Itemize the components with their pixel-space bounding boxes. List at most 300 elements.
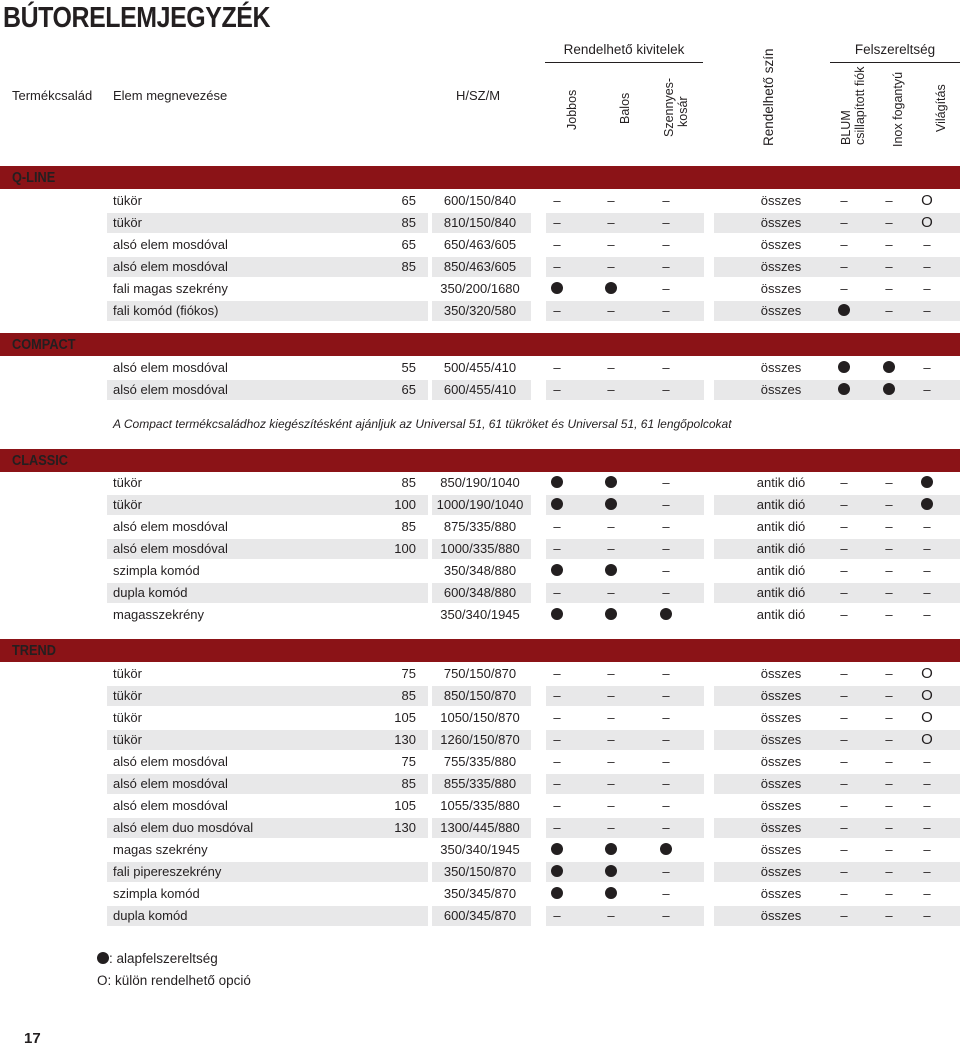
- equipment-mark: –: [840, 864, 848, 879]
- item-name: alsó elem mosdóval: [113, 237, 228, 252]
- item-dimensions: 855/335/880: [443, 776, 517, 791]
- item-name: alsó elem mosdóval: [113, 754, 228, 769]
- variant-mark: –: [662, 585, 670, 600]
- equipment-mark: –: [885, 585, 893, 600]
- item-name: alsó elem mosdóval: [113, 382, 228, 397]
- item-width: [370, 906, 416, 926]
- variant-mark: –: [662, 475, 670, 490]
- variant-mark: [600, 862, 622, 882]
- item-width: 65: [401, 237, 416, 252]
- section-band: [0, 449, 960, 472]
- equipment-mark: –: [923, 382, 931, 397]
- equipment-mark: –: [840, 541, 848, 556]
- row-shade: [546, 213, 704, 233]
- header-equip-handle: Inox fogantyú: [891, 71, 905, 147]
- row-shade: [546, 301, 704, 321]
- table-row: [0, 235, 960, 255]
- legend-optional: O: külön rendelhető opció: [97, 973, 251, 988]
- item-color: összes: [760, 666, 802, 681]
- filled-dot-icon: [605, 476, 617, 488]
- item-dimensions: 755/335/880: [443, 754, 517, 769]
- section-label: COMPACT: [12, 337, 76, 353]
- table-row: [0, 686, 960, 706]
- equipment-mark: –: [840, 842, 848, 857]
- equipment-mark: –: [923, 360, 931, 375]
- variant-mark: –: [607, 303, 615, 318]
- variant-mark: –: [607, 710, 615, 725]
- item-color: összes: [760, 382, 802, 397]
- page-title: BÚTORELEMJEGYZÉK: [3, 2, 271, 34]
- item-name: tükör: [113, 497, 142, 512]
- variant-mark: –: [662, 798, 670, 813]
- equipment-mark: –: [885, 776, 893, 791]
- variant-mark: –: [607, 688, 615, 703]
- filled-dot-icon: [605, 608, 617, 620]
- equipment-mark: –: [923, 237, 931, 252]
- variant-mark: –: [553, 541, 561, 556]
- equipment-mark: –: [840, 563, 848, 578]
- item-name: tükör: [113, 666, 142, 681]
- table-row: [0, 840, 960, 860]
- header-family: Termékcsalád: [12, 88, 93, 103]
- item-name: alsó elem mosdóval: [113, 798, 228, 813]
- item-color: összes: [760, 281, 802, 296]
- variant-mark: –: [553, 666, 561, 681]
- equipment-mark: [878, 380, 900, 400]
- filled-dot-icon: [605, 843, 617, 855]
- item-width: 130: [394, 820, 416, 835]
- variant-mark: –: [662, 303, 670, 318]
- equipment-mark: –: [923, 798, 931, 813]
- table-row: [0, 730, 960, 750]
- item-dimensions: 350/340/1945: [440, 607, 520, 622]
- header-variant-left: Balos: [618, 92, 632, 124]
- row-shade: [546, 380, 704, 400]
- item-width: [370, 583, 416, 603]
- item-width: 85: [401, 259, 416, 274]
- table-row: [0, 752, 960, 772]
- equipment-mark: –: [885, 563, 893, 578]
- equipment-mark: –: [840, 237, 848, 252]
- table-row: [0, 495, 960, 515]
- item-dimensions: 350/345/870: [443, 886, 517, 901]
- equipment-mark: O: [921, 192, 933, 209]
- row-shade: [546, 818, 704, 838]
- equipment-mark: –: [885, 259, 893, 274]
- equipment-mark: –: [840, 585, 848, 600]
- row-shade: [546, 862, 704, 882]
- equipment-mark: –: [840, 607, 848, 622]
- item-dimensions: 600/455/410: [443, 382, 517, 397]
- variant-mark: –: [607, 666, 615, 681]
- row-shade: [546, 906, 704, 926]
- table-row: [0, 583, 960, 603]
- item-color: antik dió: [756, 563, 806, 578]
- equipment-mark: –: [885, 541, 893, 556]
- header-variant-basket: [662, 78, 690, 137]
- item-dimensions: 350/348/880: [443, 563, 517, 578]
- variant-mark: –: [553, 798, 561, 813]
- variant-mark: –: [662, 886, 670, 901]
- equipment-mark: –: [840, 886, 848, 901]
- variant-mark: –: [607, 541, 615, 556]
- equipment-mark: –: [923, 908, 931, 923]
- item-name: tükör: [113, 710, 142, 725]
- header-equip-blum: [839, 66, 867, 145]
- equipment-mark: [878, 358, 900, 378]
- item-color: antik dió: [756, 607, 806, 622]
- equipment-mark: –: [885, 193, 893, 208]
- item-name: alsó elem mosdóval: [113, 360, 228, 375]
- header-item-name: Elem megnevezése: [113, 88, 228, 103]
- item-dimensions: 600/150/840: [443, 193, 517, 208]
- filled-dot-icon: [605, 865, 617, 877]
- equipment-mark: –: [923, 864, 931, 879]
- equipment-mark: –: [885, 688, 893, 703]
- item-color: összes: [760, 820, 802, 835]
- row-shade: [546, 539, 704, 559]
- variant-mark: –: [662, 541, 670, 556]
- header-variant-basket-line1: Szennyes-: [662, 77, 676, 137]
- item-name: tükör: [113, 732, 142, 747]
- item-name: tükör: [113, 215, 142, 230]
- variant-mark: –: [607, 237, 615, 252]
- section-band: [0, 166, 960, 189]
- filled-dot-icon: [838, 304, 850, 316]
- variant-mark: –: [662, 666, 670, 681]
- equipment-mark: –: [885, 215, 893, 230]
- filled-dot-icon: [605, 887, 617, 899]
- variant-mark: –: [662, 732, 670, 747]
- item-name: alsó elem mosdóval: [113, 776, 228, 791]
- filled-dot-icon: [605, 282, 617, 294]
- equipment-mark: –: [923, 541, 931, 556]
- variant-mark: –: [553, 754, 561, 769]
- variant-mark: [600, 561, 622, 581]
- equipment-mark: –: [885, 842, 893, 857]
- item-color: összes: [760, 360, 802, 375]
- header-group-variants: Rendelhető kivitelek: [563, 42, 685, 57]
- row-shade: [546, 495, 704, 515]
- item-name: alsó elem mosdóval: [113, 519, 228, 534]
- table-row: [0, 517, 960, 537]
- item-name: tükör: [113, 193, 142, 208]
- table-row: [0, 279, 960, 299]
- filled-dot-icon: [551, 564, 563, 576]
- item-width: [370, 279, 416, 299]
- variant-mark: –: [662, 281, 670, 296]
- item-width: 85: [401, 215, 416, 230]
- variant-mark: [546, 495, 568, 515]
- item-name: dupla komód: [113, 585, 188, 600]
- equipment-mark: –: [923, 607, 931, 622]
- item-dimensions: 850/190/1040: [440, 475, 520, 490]
- filled-dot-icon: [838, 383, 850, 395]
- item-width: [370, 862, 416, 882]
- header-variant-right: Jobbos: [565, 89, 579, 130]
- variant-mark: –: [553, 732, 561, 747]
- table-row: [0, 884, 960, 904]
- variant-mark: –: [662, 820, 670, 835]
- variant-mark: [600, 279, 622, 299]
- section-label: TREND: [12, 643, 56, 659]
- item-name: alsó elem mosdóval: [113, 541, 228, 556]
- header-color: Rendelhető szín: [761, 48, 776, 146]
- filled-dot-icon: [921, 476, 933, 488]
- equipment-mark: –: [840, 908, 848, 923]
- item-name: tükör: [113, 688, 142, 703]
- item-color: antik dió: [756, 519, 806, 534]
- variant-mark: –: [662, 259, 670, 274]
- filled-dot-icon: [660, 608, 672, 620]
- item-width: 85: [401, 519, 416, 534]
- variant-mark: –: [607, 519, 615, 534]
- table-row: [0, 473, 960, 493]
- equipment-mark: –: [923, 776, 931, 791]
- equipment-mark: [916, 495, 938, 515]
- item-dimensions: 650/463/605: [443, 237, 517, 252]
- item-width: 130: [394, 732, 416, 747]
- variant-mark: –: [553, 259, 561, 274]
- variant-mark: –: [607, 908, 615, 923]
- filled-dot-icon: [551, 608, 563, 620]
- variant-mark: [655, 605, 677, 625]
- item-color: összes: [760, 215, 802, 230]
- item-name: szimpla komód: [113, 563, 200, 578]
- row-shade: [546, 730, 704, 750]
- equipment-mark: –: [885, 732, 893, 747]
- variant-mark: –: [553, 820, 561, 835]
- table-row: [0, 561, 960, 581]
- row-shade: [546, 774, 704, 794]
- variant-mark: –: [662, 710, 670, 725]
- item-dimensions: 600/345/870: [443, 908, 517, 923]
- equipment-mark: O: [921, 665, 933, 682]
- item-name: alsó elem mosdóval: [113, 259, 228, 274]
- item-dimensions: 1300/445/880: [440, 820, 520, 835]
- variant-mark: –: [662, 193, 670, 208]
- filled-dot-icon: [660, 843, 672, 855]
- equipment-mark: [916, 473, 938, 493]
- table-row: [0, 213, 960, 233]
- equipment-mark: –: [840, 688, 848, 703]
- item-dimensions: 500/455/410: [443, 360, 517, 375]
- item-dimensions: 850/150/870: [443, 688, 517, 703]
- page-number: 17: [24, 1030, 41, 1046]
- equipment-mark: –: [885, 754, 893, 769]
- item-name: dupla komód: [113, 908, 188, 923]
- equipment-mark: [833, 380, 855, 400]
- item-dimensions: 350/200/1680: [440, 281, 520, 296]
- variant-mark: –: [607, 732, 615, 747]
- variant-mark: –: [662, 382, 670, 397]
- equipment-mark: –: [840, 193, 848, 208]
- equipment-mark: –: [923, 842, 931, 857]
- item-dimensions: 875/335/880: [443, 519, 517, 534]
- item-width: [370, 884, 416, 904]
- item-color: összes: [760, 259, 802, 274]
- legend-standard: [97, 951, 218, 966]
- item-dimensions: 850/463/605: [443, 259, 517, 274]
- filled-dot-icon: [551, 887, 563, 899]
- header-variant-basket-line2: kosár: [676, 96, 690, 127]
- variant-mark: [600, 884, 622, 904]
- variant-mark: –: [662, 215, 670, 230]
- equipment-mark: –: [840, 666, 848, 681]
- table-row: [0, 605, 960, 625]
- item-color: összes: [760, 798, 802, 813]
- item-color: antik dió: [756, 475, 806, 490]
- filled-dot-icon: [551, 865, 563, 877]
- variant-mark: [546, 561, 568, 581]
- equipment-mark: –: [840, 710, 848, 725]
- variant-mark: –: [607, 193, 615, 208]
- table-row: [0, 774, 960, 794]
- equipment-mark: –: [885, 237, 893, 252]
- equipment-mark: –: [923, 281, 931, 296]
- filled-dot-icon: [551, 498, 563, 510]
- variant-mark: –: [607, 820, 615, 835]
- table-row: [0, 358, 960, 378]
- equipment-mark: –: [885, 666, 893, 681]
- variant-mark: –: [607, 798, 615, 813]
- item-color: összes: [760, 710, 802, 725]
- equipment-mark: –: [885, 864, 893, 879]
- filled-dot-icon: [921, 498, 933, 510]
- variant-mark: –: [553, 215, 561, 230]
- variant-mark: –: [553, 360, 561, 375]
- variant-mark: [600, 473, 622, 493]
- filled-dot-icon: [883, 383, 895, 395]
- variant-mark: –: [553, 193, 561, 208]
- item-width: [370, 301, 416, 321]
- equipment-mark: O: [921, 731, 933, 748]
- variant-mark: –: [553, 776, 561, 791]
- equipment-mark: –: [923, 585, 931, 600]
- item-name: magas szekrény: [113, 842, 208, 857]
- equipment-mark: –: [923, 820, 931, 835]
- row-shade: [546, 583, 704, 603]
- variant-mark: –: [607, 754, 615, 769]
- section-band: [0, 639, 960, 662]
- equipment-mark: –: [840, 798, 848, 813]
- row-shade: [546, 257, 704, 277]
- header-rule-variants: [545, 62, 703, 63]
- item-dimensions: 350/340/1945: [440, 842, 520, 857]
- equipment-mark: –: [885, 607, 893, 622]
- legend-standard-text: : alapfelszereltség: [109, 951, 218, 966]
- equipment-mark: [833, 301, 855, 321]
- variant-mark: [546, 862, 568, 882]
- equipment-mark: –: [885, 497, 893, 512]
- equipment-mark: O: [921, 709, 933, 726]
- filled-dot-icon: [605, 498, 617, 510]
- item-dimensions: 600/348/880: [443, 585, 517, 600]
- item-color: összes: [760, 842, 802, 857]
- equipment-mark: –: [840, 820, 848, 835]
- variant-mark: –: [553, 303, 561, 318]
- header-equip-blum-line1: BLUM: [839, 110, 853, 145]
- equipment-mark: –: [923, 303, 931, 318]
- item-color: antik dió: [756, 541, 806, 556]
- equipment-mark: –: [923, 519, 931, 534]
- item-width: 105: [394, 798, 416, 813]
- item-color: antik dió: [756, 497, 806, 512]
- item-width: 75: [401, 666, 416, 681]
- variant-mark: –: [553, 688, 561, 703]
- item-width: 75: [401, 754, 416, 769]
- equipment-mark: –: [885, 519, 893, 534]
- item-width: [370, 840, 416, 860]
- table-row: [0, 862, 960, 882]
- equipment-mark: –: [840, 754, 848, 769]
- item-color: összes: [760, 864, 802, 879]
- item-color: összes: [760, 886, 802, 901]
- equipment-mark: –: [923, 754, 931, 769]
- item-dimensions: 350/150/870: [443, 864, 517, 879]
- equipment-mark: –: [885, 475, 893, 490]
- variant-mark: –: [553, 908, 561, 923]
- filled-dot-icon: [551, 282, 563, 294]
- item-color: összes: [760, 776, 802, 791]
- variant-mark: –: [553, 382, 561, 397]
- equipment-mark: –: [923, 886, 931, 901]
- item-dimensions: 1260/150/870: [440, 732, 520, 747]
- table-row: [0, 539, 960, 559]
- variant-mark: –: [607, 215, 615, 230]
- variant-mark: [546, 840, 568, 860]
- equipment-mark: –: [840, 475, 848, 490]
- table-row: [0, 708, 960, 728]
- item-width: [370, 561, 416, 581]
- equipment-mark: –: [923, 259, 931, 274]
- item-name: fali komód (fiókos): [113, 303, 219, 318]
- item-width: 105: [394, 710, 416, 725]
- variant-mark: –: [553, 237, 561, 252]
- variant-mark: –: [662, 237, 670, 252]
- variant-mark: –: [607, 360, 615, 375]
- equipment-mark: O: [921, 687, 933, 704]
- variant-mark: –: [553, 710, 561, 725]
- item-color: összes: [760, 732, 802, 747]
- item-name: magasszekrény: [113, 607, 205, 622]
- item-dimensions: 750/150/870: [443, 666, 517, 681]
- header-equip-blum-line2: csillapított fiók: [853, 66, 867, 145]
- variant-mark: –: [607, 382, 615, 397]
- equipment-mark: –: [885, 798, 893, 813]
- item-dimensions: 1000/190/1040: [436, 497, 524, 512]
- item-color: összes: [760, 688, 802, 703]
- item-color: összes: [760, 193, 802, 208]
- section-label: Q-LINE: [12, 170, 56, 186]
- table-row: [0, 906, 960, 926]
- table-row: [0, 664, 960, 684]
- variant-mark: –: [607, 776, 615, 791]
- variant-mark: –: [662, 519, 670, 534]
- item-color: összes: [760, 237, 802, 252]
- filled-dot-icon: [551, 843, 563, 855]
- equipment-mark: –: [885, 820, 893, 835]
- table-row: [0, 796, 960, 816]
- variant-mark: –: [553, 519, 561, 534]
- variant-mark: [600, 605, 622, 625]
- variant-mark: –: [662, 360, 670, 375]
- item-dimensions: 1050/150/870: [440, 710, 520, 725]
- table-row: [0, 191, 960, 211]
- header-rule-equipment: [830, 62, 960, 63]
- equipment-mark: –: [840, 259, 848, 274]
- filled-dot-icon: [605, 564, 617, 576]
